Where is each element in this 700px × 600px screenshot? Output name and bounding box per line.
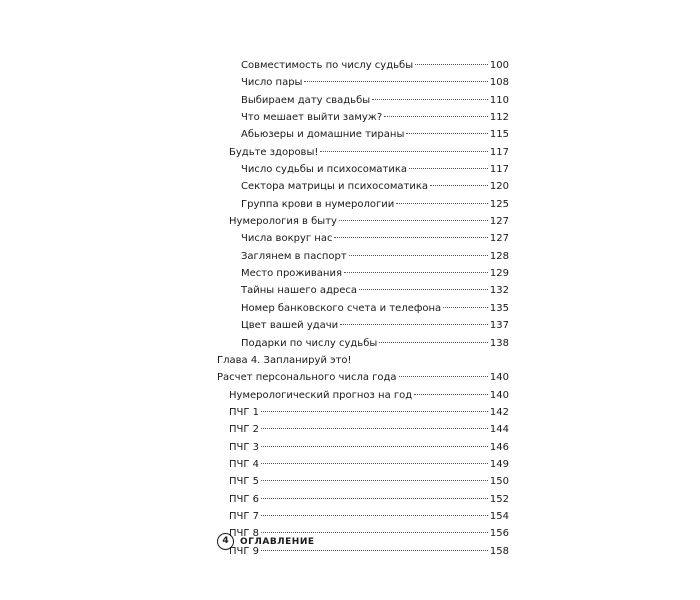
table-of-contents (217, 57, 509, 560)
toc-entry-page: 158 (489, 545, 509, 557)
toc-entry-title: Заглянем в паспорт (241, 250, 347, 262)
toc-entry-page: 154 (489, 510, 509, 522)
toc-entry-title: Цвет вашей удачи (241, 320, 339, 332)
toc-entry-page: 117 (489, 146, 509, 158)
dot-leader (304, 81, 487, 82)
dot-leader (409, 168, 488, 169)
toc-entry-title: ПЧГ 4 (229, 458, 260, 470)
toc-entry (217, 387, 509, 404)
toc-entry-page: 132 (489, 285, 509, 297)
toc-entry-title: ПЧГ 9 (229, 545, 260, 557)
toc-entry-page: 110 (489, 94, 509, 106)
toc-entry (217, 508, 509, 525)
toc-entry (217, 352, 509, 369)
toc-entry (217, 491, 509, 508)
toc-entry-title: ПЧГ 6 (229, 493, 260, 505)
toc-entry-title: Глава 4. Запланируй это! (217, 354, 352, 366)
toc-entry (217, 57, 509, 74)
toc-entry-title: Абьюзеры и домашние тираны (241, 129, 405, 141)
toc-entry-title: Тайны нашего адреса (241, 285, 358, 297)
toc-entry (217, 161, 509, 178)
toc-entry (217, 300, 509, 317)
dot-leader (406, 133, 488, 134)
toc-entry (217, 196, 509, 213)
dot-leader (414, 394, 488, 395)
dot-leader (415, 64, 488, 65)
running-section-title: ОГЛАВЛЕНИЕ (240, 536, 315, 547)
toc-entry-title: Число пары (241, 77, 303, 89)
dot-leader (320, 151, 488, 152)
dot-leader (261, 411, 488, 412)
dot-leader (399, 376, 488, 377)
dot-leader (359, 289, 488, 290)
toc-entry-title: Число судьбы и психосоматика (241, 164, 408, 176)
toc-entry-title: Нумерология в быту (229, 216, 337, 228)
dot-leader (339, 220, 488, 221)
dot-leader (261, 515, 488, 516)
toc-entry-title: Сектора матрицы и психосоматика (241, 181, 429, 193)
toc-entry-page: 108 (489, 77, 509, 89)
toc-entry-title: Группа крови в нумерологии (241, 198, 395, 210)
toc-entry-page: 112 (489, 112, 509, 124)
toc-entry-page: 138 (489, 337, 509, 349)
toc-entry-page: 144 (489, 424, 509, 436)
dot-leader (396, 203, 488, 204)
toc-entry (217, 248, 509, 265)
toc-entry-page: 120 (489, 181, 509, 193)
toc-entry-title: Выбираем дату свадьбы (241, 94, 371, 106)
toc-entry-title: ПЧГ 1 (229, 406, 260, 418)
toc-entry-page: 117 (489, 164, 509, 176)
toc-entry-page: 127 (489, 233, 509, 245)
toc-entry (217, 421, 509, 438)
toc-entry-page: 129 (489, 268, 509, 280)
toc-entry (217, 126, 509, 143)
toc-entry (217, 109, 509, 126)
toc-entry-title: ПЧГ 2 (229, 424, 260, 436)
toc-entry (217, 369, 509, 386)
toc-entry-page: 150 (489, 476, 509, 488)
toc-entry-page: 140 (489, 372, 509, 384)
toc-entry-page: 149 (489, 458, 509, 470)
dot-leader (334, 237, 487, 238)
dot-leader (261, 446, 488, 447)
toc-entry-title: Будьте здоровы! (229, 146, 319, 158)
toc-entry (217, 213, 509, 230)
toc-entry-title: Номер банковского счета и телефона (241, 302, 442, 314)
dot-leader (344, 272, 488, 273)
toc-entry-title: Место проживания (241, 268, 342, 280)
toc-entry-title: ПЧГ 7 (229, 510, 260, 522)
toc-entry-page: 125 (489, 198, 509, 210)
toc-entry-title: Что мешает выйти замуж? (241, 112, 383, 124)
dot-leader (349, 255, 488, 256)
dot-leader (261, 463, 488, 464)
toc-entry (217, 230, 509, 247)
toc-entry-page: 146 (489, 441, 509, 453)
toc-entry-page: 152 (489, 493, 509, 505)
dot-leader (340, 324, 488, 325)
toc-entry-page: 135 (489, 302, 509, 314)
toc-entry-page: 140 (489, 389, 509, 401)
dot-leader (379, 342, 488, 343)
toc-entry (217, 178, 509, 195)
toc-entry-title: ПЧГ 3 (229, 441, 260, 453)
toc-entry-title: ПЧГ 5 (229, 476, 260, 488)
dot-leader (430, 185, 488, 186)
toc-entry (217, 456, 509, 473)
toc-entry (217, 282, 509, 299)
toc-entry (217, 265, 509, 282)
page-footer (217, 533, 315, 550)
toc-entry (217, 335, 509, 352)
toc-entry (217, 92, 509, 109)
toc-entry-title: ПЧГ 8 (229, 528, 260, 540)
toc-entry-page: 156 (489, 528, 509, 540)
toc-entry-title: Совместимость по числу судьбы (241, 60, 414, 71)
toc-entry-title: Нумерологический прогноз на год (229, 389, 413, 401)
toc-entry (217, 439, 509, 456)
toc-entry-page: 128 (489, 250, 509, 262)
toc-entry-page: 100 (489, 60, 509, 71)
toc-entry (217, 317, 509, 334)
toc-entry (217, 74, 509, 91)
toc-entry-title: Расчет персонального числа года (217, 372, 397, 384)
page-number-badge: 4 (217, 533, 234, 550)
toc-entry-page: 137 (489, 320, 509, 332)
dot-leader (443, 307, 488, 308)
toc-entry-title: Числа вокруг нас (241, 233, 333, 245)
toc-entry (217, 473, 509, 490)
toc-entry-page: 115 (489, 129, 509, 141)
toc-entry-page: 142 (489, 406, 509, 418)
toc-entry (217, 404, 509, 421)
toc-entry-title: Подарки по числу судьбы (241, 337, 378, 349)
dot-leader (261, 428, 488, 429)
toc-entry-page: 127 (489, 216, 509, 228)
toc-entry (217, 144, 509, 161)
dot-leader (372, 99, 488, 100)
dot-leader (261, 480, 488, 481)
dot-leader (384, 116, 488, 117)
dot-leader (261, 498, 488, 499)
